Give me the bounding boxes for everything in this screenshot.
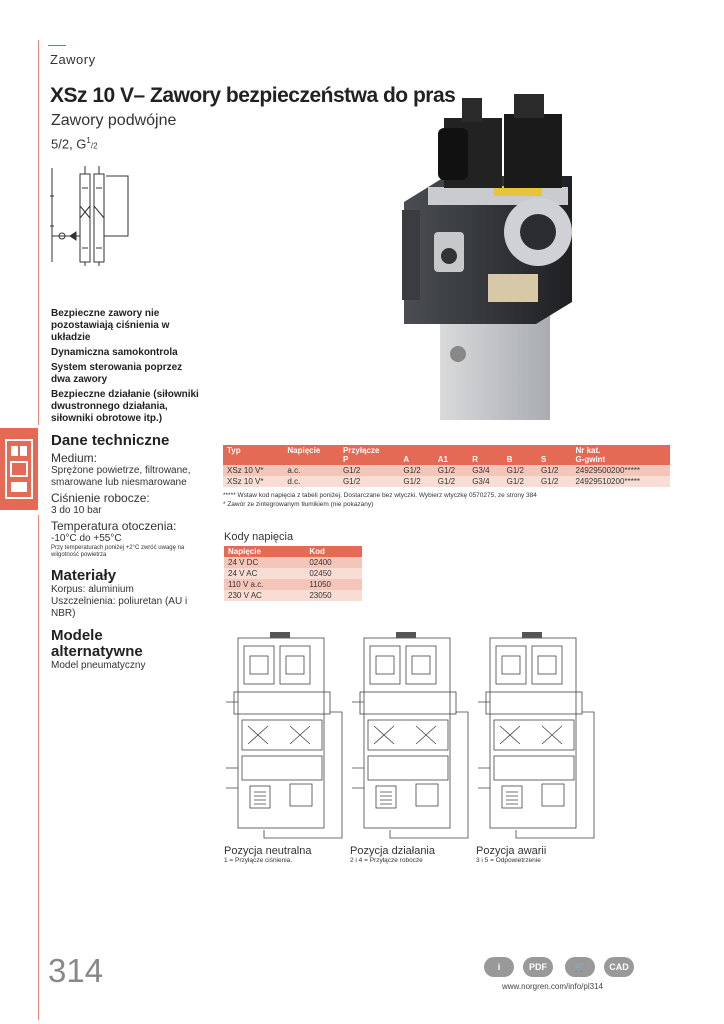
table-cell: 24929500200***** [571, 465, 670, 476]
header-bottom: R [472, 455, 478, 464]
page-subtitle: Zawory podwójne [51, 112, 177, 129]
pneumatic-schematic [476, 632, 598, 845]
section-label: Zawory [50, 52, 96, 67]
table-cell: G1/2 [399, 465, 433, 476]
table-header-row [223, 445, 670, 465]
table-row [224, 579, 362, 590]
temp-value: -10°C do +55°C [51, 533, 122, 544]
section-tab [0, 428, 38, 510]
medium-label: Medium: [51, 451, 98, 465]
pdf-button[interactable]: PDF [523, 957, 553, 977]
header-top: Nr kat. [575, 446, 601, 455]
info-button[interactable]: i [484, 957, 514, 977]
port-spec [51, 136, 98, 151]
table-header-cell: Napięcie [283, 445, 339, 465]
table-cell: G1/2 [537, 465, 571, 476]
table-row [223, 476, 670, 487]
header-bottom: B [506, 455, 513, 464]
feature-item: Dynamiczna samokontrola [51, 347, 178, 358]
header-top: Przyłącze [342, 446, 380, 455]
medium-value: Sprężone powietrze, filtrowane, smarowane lub niesmarowane [51, 465, 191, 488]
alternatives-heading [51, 628, 211, 660]
features-list [51, 308, 201, 428]
pneumatic-schematic [350, 632, 472, 845]
materials-seals: Uszczelnienia: poliuretan (AU i NBR) [51, 596, 188, 619]
materials-heading: Materiały [51, 567, 117, 584]
diagram-caption: Pozycja działania [350, 845, 435, 857]
table-header-cell: Typ [223, 445, 283, 465]
diagram-1 [224, 632, 346, 864]
table-cell: 24929510200***** [571, 476, 670, 487]
table-cell: 24 V DC [224, 557, 305, 568]
pneumatic-schematic [224, 632, 346, 845]
tech-data [51, 432, 211, 672]
table-header-row [224, 546, 362, 557]
table-header-cell [503, 445, 537, 465]
table-cell: G1/2 [339, 465, 399, 476]
table-row [224, 568, 362, 579]
pressure-value: 3 do 10 bar [51, 505, 102, 516]
table-cell: d.c. [283, 476, 339, 487]
table-header-cell [399, 445, 433, 465]
table-note: ***** Wstaw kod napięcia z tabeli poniżej. Dostarczane bez wtyczki. Wybierz wtyczkę 0570275, ze strony 384 [223, 492, 537, 499]
table-cell: XSz 10 V* [223, 476, 283, 487]
table-cell: G1/2 [503, 465, 537, 476]
table-row [224, 557, 362, 568]
table-row [224, 590, 362, 601]
margin-line-top [38, 40, 39, 425]
table-cell: G1/2 [399, 476, 433, 487]
product-photo [376, 92, 582, 427]
table-cell: 02400 [305, 557, 362, 568]
table-cell: G3/4 [468, 465, 502, 476]
table-cell: G1/2 [503, 476, 537, 487]
table-cell: 110 V a.c. [224, 579, 305, 590]
table-cell: a.c. [283, 465, 339, 476]
product-table [223, 445, 670, 487]
table-cell: G3/4 [468, 476, 502, 487]
table-header-cell [571, 445, 670, 465]
tech-heading: Dane techniczne [51, 432, 170, 449]
table-cell: G1/2 [434, 476, 468, 487]
footer-url[interactable]: www.norgren.com/info/pl314 [502, 982, 603, 991]
feature-item: System sterowania poprzez dwa zawory [51, 362, 183, 385]
feature-item: Bezpieczne działanie (siłowniki dwustronnego działania, siłowniki obrotowe itp.) [51, 389, 199, 424]
table-header-cell: Kod [305, 546, 362, 557]
diagram-note: 1 = Przyłącze ciśnienia. [224, 857, 293, 864]
header-bottom: A [403, 455, 410, 464]
header-bottom: A1 [437, 455, 448, 464]
diagram-note: 2 i 4 = Przyłącze robocze [350, 857, 423, 864]
alternatives-body: Model pneumatyczny [51, 660, 146, 671]
page-title: XSz 10 V– Zawory bezpieczeństwa do pras [50, 84, 456, 107]
table-cell: 24 V AC [224, 568, 305, 579]
table-notes [223, 491, 537, 509]
pressure-label: Ciśnienie robocze: [51, 491, 150, 505]
materials-body: Korpus: aluminium [51, 584, 134, 595]
voltage-codes-title: Kody napięcia [224, 531, 294, 543]
feature-item: Bezpieczne zawory nie pozostawiają ciśnienia w układzie [51, 308, 170, 343]
temp-note: Przy temperaturach poniżej +2°C zwróć uwagę na wilgotność powietrza [51, 545, 185, 558]
margin-line-bottom [38, 515, 39, 1020]
table-cell: G1/2 [434, 465, 468, 476]
diagram-caption: Pozycja awarii [476, 845, 547, 857]
table-cell: 11050 [305, 579, 362, 590]
valve-symbol [50, 166, 132, 271]
table-header-cell [339, 445, 399, 465]
table-header-cell [468, 445, 502, 465]
header-bottom: P [342, 455, 349, 464]
header-bottom: S [541, 455, 547, 464]
cart-button[interactable]: 🛒 [565, 957, 595, 977]
table-cell: 02450 [305, 568, 362, 579]
spec-sub: /2 [90, 141, 98, 151]
table-cell: XSz 10 V* [223, 465, 283, 476]
diagram-3 [476, 632, 598, 864]
alternatives-heading-line1: Modele [51, 627, 103, 644]
spec-prefix: 5/2, G [51, 136, 87, 152]
cad-button[interactable]: CAD [604, 957, 634, 977]
table-header-cell [537, 445, 571, 465]
header-accent [48, 45, 66, 46]
table-cell: 230 V AC [224, 590, 305, 601]
table-note: * Zawór ze zintegrowanym tłumikiem (nie pokazany) [223, 501, 374, 508]
table-cell: G1/2 [537, 476, 571, 487]
spec-sup: 1 [86, 136, 91, 145]
diagram-caption: Pozycja neutralna [224, 845, 312, 857]
header-bottom: G-gwint [575, 455, 606, 464]
voltage-codes-table [224, 546, 362, 601]
table-header-cell: Napięcie [224, 546, 305, 557]
table-cell: G1/2 [339, 476, 399, 487]
diagram-note: 3 i 5 = Odpowietrzenie [476, 857, 541, 864]
temp-label: Temperatura otoczenia: [51, 519, 177, 533]
table-cell: 23050 [305, 590, 362, 601]
table-header-cell [434, 445, 468, 465]
page-number: 314 [48, 952, 104, 989]
table-row [223, 465, 670, 476]
alternatives-heading-line2: alternatywne [51, 643, 143, 660]
diagram-2 [350, 632, 472, 864]
